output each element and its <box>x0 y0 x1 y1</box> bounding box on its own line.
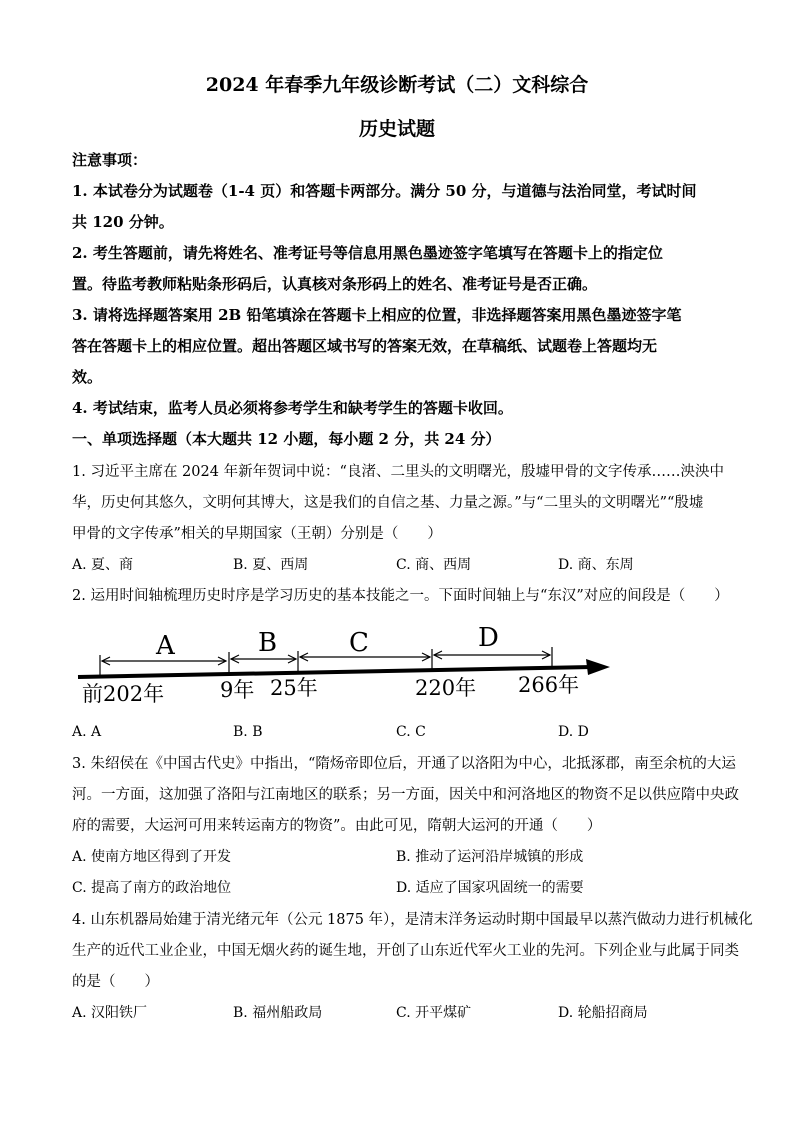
q3-line-2: 河。一方面，这加强了洛阳与江南地区的联系；另一方面，因关中和河洛地区的物资不足以供应隋中央政 <box>72 787 739 803</box>
exam-subtitle: 历史试题 <box>358 118 435 140</box>
q1-option-d: D. 商、东周 <box>558 557 634 573</box>
q4-line-1: 4. 山东机器局始建于清光绪元年（公元 1875 年），是清末洋务运动时期中国最早以蒸汽做动力进行机械化 <box>72 912 753 928</box>
timeline-label-b: B <box>258 628 278 658</box>
notes-line-3: 2. 考生答题前，请先将姓名、准考证号等信息用黑色墨迹签字笔填写在答题卡上的指定位 <box>72 244 663 262</box>
notes-line-8: 4. 考试结束，监考人员必须将参考学生和缺考学生的答题卡收回。 <box>72 399 513 417</box>
q2-option-b: B. B <box>233 724 263 740</box>
notes-line-5: 3. 请将选择题答案用 2B 铅笔填涂在答题卡上相应的位置，非选择题答案用黑色墨迹签字笔 <box>72 306 682 324</box>
q4-option-d: D. 轮船招商局 <box>558 1005 648 1021</box>
notes-line-2: 共 120 分钟。 <box>72 213 174 231</box>
notes-line-7: 效。 <box>72 368 103 386</box>
q3-option-d: D. 适应了国家巩固统一的需要 <box>396 880 584 896</box>
q4-option-b: B. 福州船政局 <box>233 1005 323 1021</box>
notes-line-4: 置。待监考教师粘贴条形码后，认真核对条形码上的姓名、准考证号是否正确。 <box>72 275 598 293</box>
q3-option-c: C. 提高了南方的政治地位 <box>72 880 232 896</box>
q3-option-b: B. 推动了运河沿岸城镇的形成 <box>396 849 584 865</box>
timeline-label-c: C <box>349 628 369 658</box>
q4-line-3: 的是（ ） <box>72 974 159 990</box>
q1-line-3: 甲骨的文字传承”相关的早期国家（王朝）分别是（ ） <box>72 526 442 542</box>
q2-line-1: 2. 运用时间轴梳理历史时序是学习历史的基本技能之一。下面时间轴上与“东汉”对应的间段是（ ） <box>72 588 729 604</box>
timeline-label-d: D <box>478 623 499 653</box>
notes-line-1: 1. 本试卷分为试题卷（1-4 页）和答题卡两部分。满分 50 分，与道德与法治同堂，考试时间 <box>72 182 697 200</box>
q4-line-2: 生产的近代工业企业，中国无烟火药的诞生地，开创了山东近代军火工业的先河。下列企业与此属于同类 <box>72 943 739 959</box>
timeline-year-1: 前202年 <box>82 682 165 706</box>
q3-line-3: 府的需要，大运河可用来转运南方的物资”。由此可见，隋朝大运河的开通（ ） <box>72 818 602 834</box>
timeline-year-4: 220年 <box>415 676 477 700</box>
timeline-year-2: 9年 <box>220 678 255 702</box>
notes-line-6: 答在答题卡上的相应位置。超出答题区域书写的答案无效，在草稿纸、试题卷上答题均无 <box>72 337 658 355</box>
q1-line-1: 1. 习近平主席在 2024 年新年贺词中说：“良渚、二里头的文明曙光，殷墟甲骨的文字传承……泱泱中 <box>72 464 724 480</box>
exam-title: 2024 年春季九年级诊断考试（二）文科综合 <box>205 74 589 96</box>
timeline-figure <box>70 615 630 715</box>
section-heading: 一、单项选择题（本大题共 12 小题，每小题 2 分，共 24 分） <box>72 430 501 448</box>
q1-line-2: 华，历史何其悠久，文明何其博大，这是我们的自信之基、力量之源。”与“二里头的文明曙光”“殷墟 <box>72 495 704 511</box>
q2-option-d: D. D <box>558 724 589 740</box>
timeline-year-3: 25年 <box>270 676 318 700</box>
notes-heading: 注意事项： <box>72 151 148 169</box>
q4-option-c: C. 开平煤矿 <box>396 1005 472 1021</box>
q3-line-1: 3. 朱绍侯在《中国古代史》中指出，“隋炀帝即位后，开通了以洛阳为中心，北抵涿郡，南至余杭的大运 <box>72 756 736 772</box>
q2-option-a: A. A <box>72 724 102 740</box>
q1-option-c: C. 商、西周 <box>396 557 472 573</box>
q2-option-c: C. C <box>396 724 426 740</box>
timeline-label-a: A <box>156 631 175 661</box>
q3-option-a: A. 使南方地区得到了开发 <box>72 849 232 865</box>
q1-option-b: B. 夏、西周 <box>233 557 309 573</box>
timeline-year-5: 266年 <box>518 673 580 697</box>
q4-option-a: A. 汉阳铁厂 <box>72 1005 148 1021</box>
q1-option-a: A. 夏、商 <box>72 557 134 573</box>
